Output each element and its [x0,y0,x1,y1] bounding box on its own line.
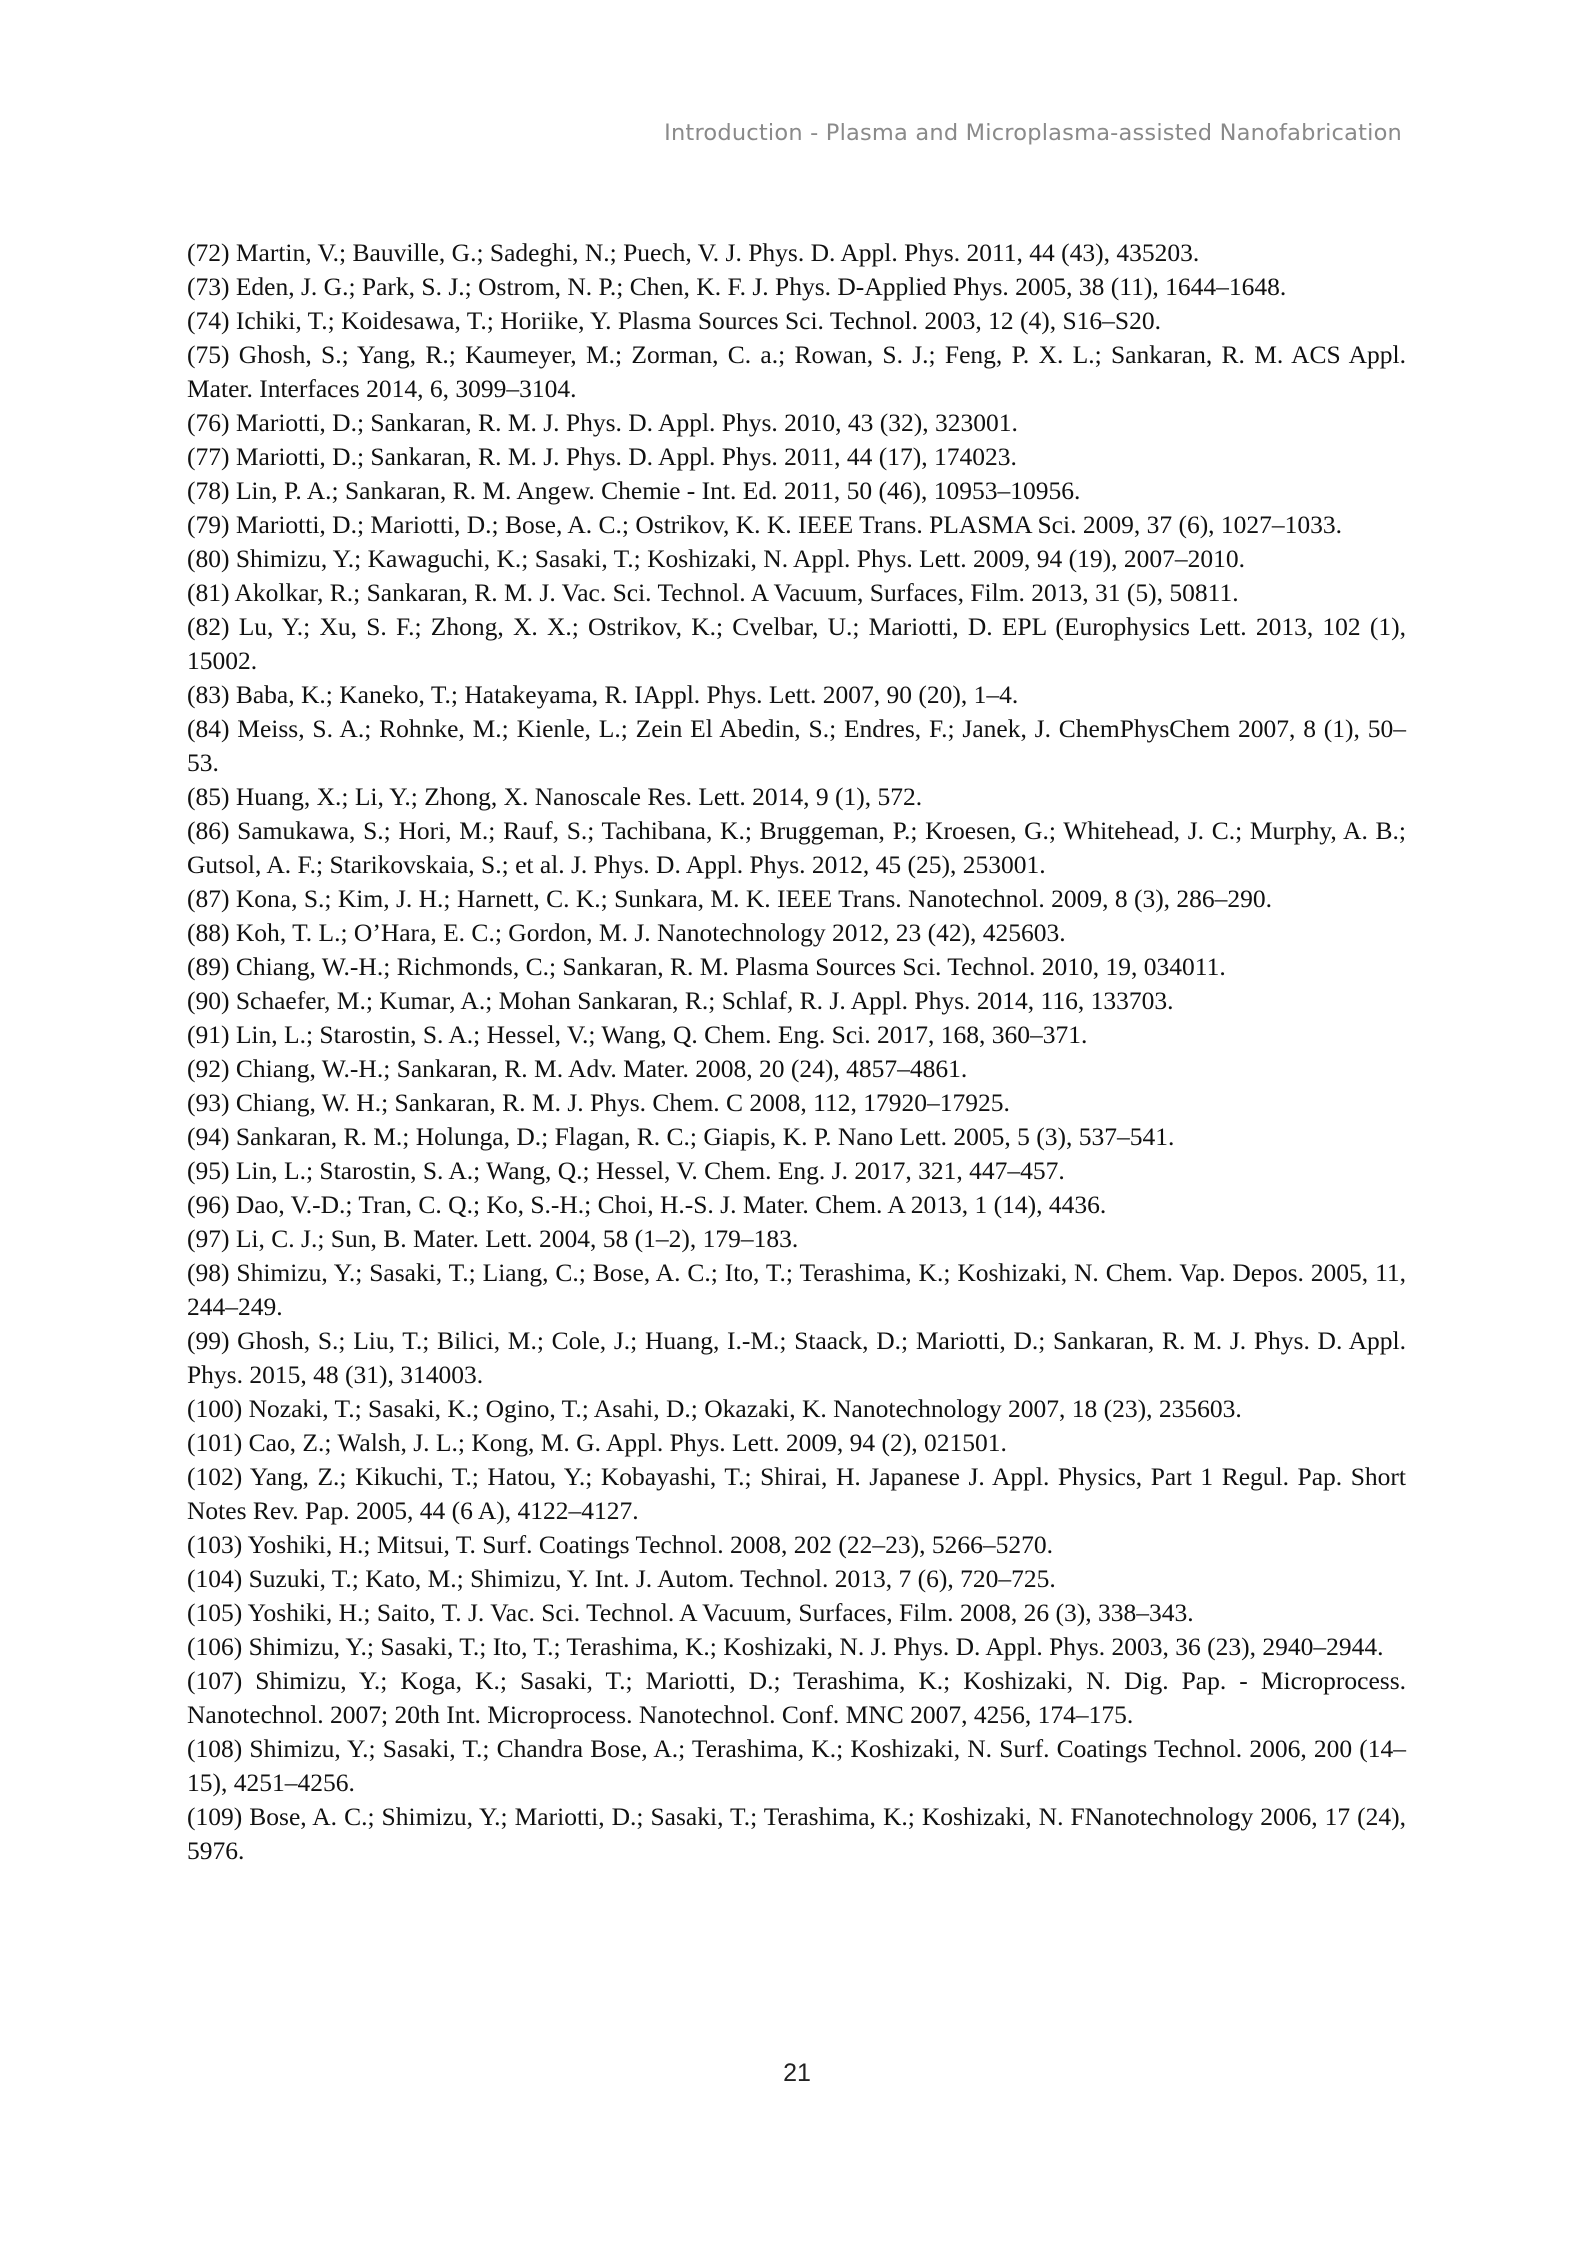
reference-item: (97) Li, C. J.; Sun, B. Mater. Lett. 2004, 58 (1–2), 179–183. [187,1224,799,1253]
reference-item: (84) Meiss, S. A.; Rohnke, M.; Kienle, L.; Zein El Abedin, S.; Endres, F.; Janek, J. ChemPhysChem 2007, 8 (1), 50–53. [187,714,1406,777]
running-header: Introduction - Plasma and Microplasma-assisted Nanofabrication [664,120,1402,146]
reference-item: (104) Suzuki, T.; Kato, M.; Shimizu, Y. Int. J. Autom. Technol. 2013, 7 (6), 720–725. [187,1564,1056,1593]
reference-item: (78) Lin, P. A.; Sankaran, R. M. Angew. Chemie - Int. Ed. 2011, 50 (46), 10953–10956. [187,476,1081,505]
reference-item: (99) Ghosh, S.; Liu, T.; Bilici, M.; Cole, J.; Huang, I.-M.; Staack, D.; Mariotti, D.; Sankaran, R. M. J. Phys. D. Appl. Phys. 2015, 48 (31), 314003. [187,1326,1406,1389]
reference-item: (107) Shimizu, Y.; Koga, K.; Sasaki, T.; Mariotti, D.; Terashima, K.; Koshizaki, N. Dig. Pap. - Microprocess. Nanotechnol. 2007; 20th Int. Microprocess. Nanotechnol. Conf. MNC 2007, 4256, 174–175. [187,1666,1406,1729]
reference-item: (77) Mariotti, D.; Sankaran, R. M. J. Phys. D. Appl. Phys. 2011, 44 (17), 174023. [187,442,1017,471]
reference-item: (88) Koh, T. L.; O’Hara, E. C.; Gordon, M. J. Nanotechnology 2012, 23 (42), 425603. [187,918,1066,947]
reference-item: (101) Cao, Z.; Walsh, J. L.; Kong, M. G. Appl. Phys. Lett. 2009, 94 (2), 021501. [187,1428,1007,1457]
reference-item: (87) Kona, S.; Kim, J. H.; Harnett, C. K.; Sunkara, M. K. IEEE Trans. Nanotechnol. 2009, 8 (3), 286–290. [187,884,1273,913]
reference-item: (106) Shimizu, Y.; Sasaki, T.; Ito, T.; Terashima, K.; Koshizaki, N. J. Phys. D. Appl. Phys. 2003, 36 (23), 2940–2944. [187,1632,1384,1661]
reference-item: (92) Chiang, W.-H.; Sankaran, R. M. Adv. Mater. 2008, 20 (24), 4857–4861. [187,1054,968,1083]
reference-item: (102) Yang, Z.; Kikuchi, T.; Hatou, Y.; Kobayashi, T.; Shirai, H. Japanese J. Appl. Physics, Part 1 Regul. Pap. Short Notes Rev. Pap. 2005, 44 (6 A), 4122–4127. [187,1462,1406,1525]
reference-item: (98) Shimizu, Y.; Sasaki, T.; Liang, C.; Bose, A. C.; Ito, T.; Terashima, K.; Koshizaki, N. Chem. Vap. Depos. 2005, 11, 244–249. [187,1258,1406,1321]
page-number: 21 [783,2059,811,2087]
reference-item: (109) Bose, A. C.; Shimizu, Y.; Mariotti, D.; Sasaki, T.; Terashima, K.; Koshizaki, N. FNanotechnology 2006, 17 (24), 5976. [187,1802,1406,1865]
reference-item: (95) Lin, L.; Starostin, S. A.; Wang, Q.; Hessel, V. Chem. Eng. J. 2017, 321, 447–457. [187,1156,1065,1185]
reference-item: (96) Dao, V.-D.; Tran, C. Q.; Ko, S.-H.; Choi, H.-S. J. Mater. Chem. A 2013, 1 (14), 4436. [187,1190,1107,1219]
reference-item: (86) Samukawa, S.; Hori, M.; Rauf, S.; Tachibana, K.; Bruggeman, P.; Kroesen, G.; Whitehead, J. C.; Murphy, A. B.; Gutsol, A. F.; Starikovskaia, S.; et al. J. Phys. D. Appl. Phys. 2012, 45 (25), 253001. [187,816,1406,879]
reference-item: (93) Chiang, W. H.; Sankaran, R. M. J. Phys. Chem. C 2008, 112, 17920–17925. [187,1088,1010,1117]
reference-item: (85) Huang, X.; Li, Y.; Zhong, X. Nanoscale Res. Lett. 2014, 9 (1), 572. [187,782,923,811]
reference-item: (100) Nozaki, T.; Sasaki, K.; Ogino, T.; Asahi, D.; Okazaki, K. Nanotechnology 2007, 18 (23), 235603. [187,1394,1242,1423]
reference-item: (108) Shimizu, Y.; Sasaki, T.; Chandra Bose, A.; Terashima, K.; Koshizaki, N. Surf. Coatings Technol. 2006, 200 (14–15), 4251–4256. [187,1734,1406,1797]
reference-item: (73) Eden, J. G.; Park, S. J.; Ostrom, N. P.; Chen, K. F. J. Phys. D-Applied Phys. 2005, 38 (11), 1644–1648. [187,272,1287,301]
reference-item: (83) Baba, K.; Kaneko, T.; Hatakeyama, R. IAppl. Phys. Lett. 2007, 90 (20), 1–4. [187,680,1019,709]
reference-item: (75) Ghosh, S.; Yang, R.; Kaumeyer, M.; Zorman, C. a.; Rowan, S. J.; Feng, P. X. L.; Sankaran, R. M. ACS Appl. Mater. Interfaces 2014, 6, 3099–3104. [187,340,1406,403]
reference-list [187,236,1406,1868]
reference-item: (105) Yoshiki, H.; Saito, T. J. Vac. Sci. Technol. A Vacuum, Surfaces, Film. 2008, 26 (3), 338–343. [187,1598,1194,1627]
reference-item: (103) Yoshiki, H.; Mitsui, T. Surf. Coatings Technol. 2008, 202 (22–23), 5266–5270. [187,1530,1053,1559]
reference-item: (91) Lin, L.; Starostin, S. A.; Hessel, V.; Wang, Q. Chem. Eng. Sci. 2017, 168, 360–371. [187,1020,1088,1049]
reference-item: (80) Shimizu, Y.; Kawaguchi, K.; Sasaki, T.; Koshizaki, N. Appl. Phys. Lett. 2009, 94 (19), 2007–2010. [187,544,1245,573]
reference-item: (72) Martin, V.; Bauville, G.; Sadeghi, N.; Puech, V. J. Phys. D. Appl. Phys. 2011, 44 (43), 435203. [187,238,1200,267]
reference-item: (81) Akolkar, R.; Sankaran, R. M. J. Vac. Sci. Technol. A Vacuum, Surfaces, Film. 2013, 31 (5), 50811. [187,578,1239,607]
reference-item: (90) Schaefer, M.; Kumar, A.; Mohan Sankaran, R.; Schlaf, R. J. Appl. Phys. 2014, 116, 133703. [187,986,1174,1015]
reference-item: (94) Sankaran, R. M.; Holunga, D.; Flagan, R. C.; Giapis, K. P. Nano Lett. 2005, 5 (3), 537–541. [187,1122,1175,1151]
reference-item: (82) Lu, Y.; Xu, S. F.; Zhong, X. X.; Ostrikov, K.; Cvelbar, U.; Mariotti, D. EPL (Europhysics Lett. 2013, 102 (1), 15002. [187,612,1406,675]
reference-item: (74) Ichiki, T.; Koidesawa, T.; Horiike, Y. Plasma Sources Sci. Technol. 2003, 12 (4), S16–S20. [187,306,1161,335]
reference-item: (76) Mariotti, D.; Sankaran, R. M. J. Phys. D. Appl. Phys. 2010, 43 (32), 323001. [187,408,1018,437]
reference-item: (79) Mariotti, D.; Mariotti, D.; Bose, A. C.; Ostrikov, K. K. IEEE Trans. PLASMA Sci. 2009, 37 (6), 1027–1033. [187,510,1343,539]
reference-item: (89) Chiang, W.-H.; Richmonds, C.; Sankaran, R. M. Plasma Sources Sci. Technol. 2010, 19, 034011. [187,952,1226,981]
